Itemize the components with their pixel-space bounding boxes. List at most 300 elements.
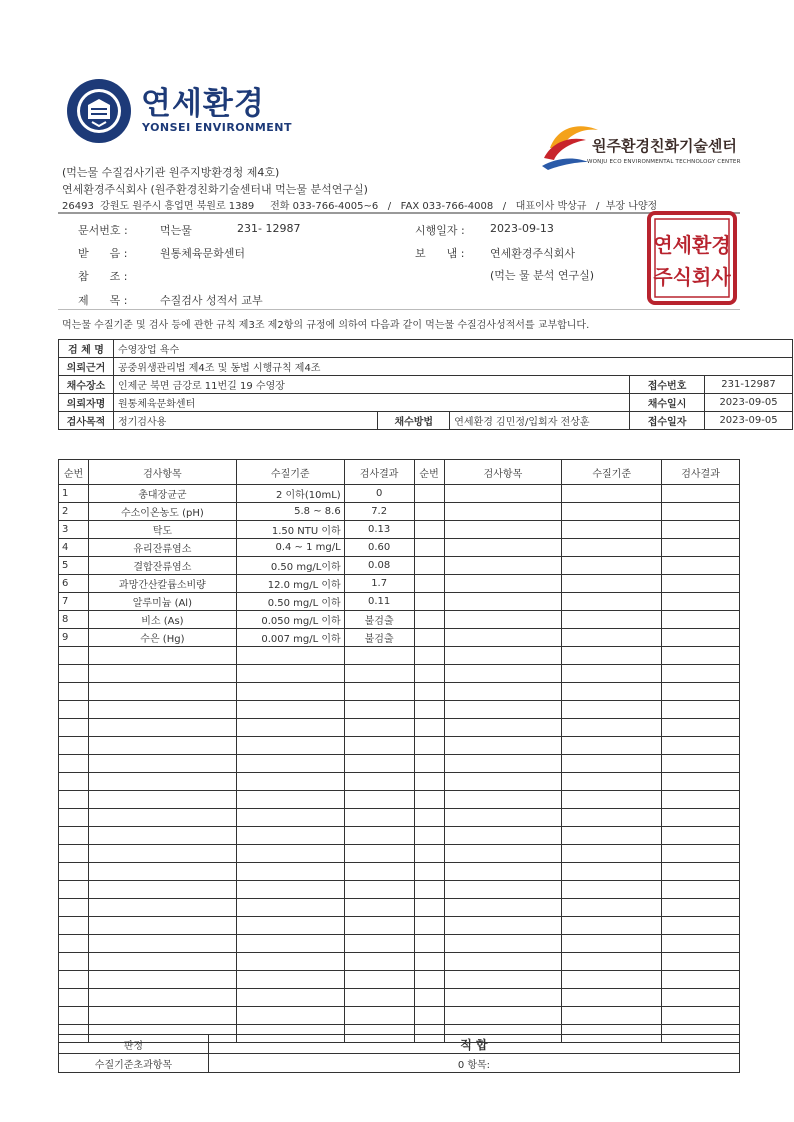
empty-cell (414, 503, 444, 521)
result-cell-res: 0 (344, 485, 414, 503)
empty-cell (444, 1007, 562, 1025)
table-row (59, 881, 740, 899)
empty-cell (414, 971, 444, 989)
empty-cell (444, 629, 562, 647)
empty-cell (662, 611, 740, 629)
empty-cell (236, 755, 344, 773)
results-header-cell: 순번 (59, 460, 89, 485)
empty-cell (236, 1007, 344, 1025)
empty-cell (562, 611, 662, 629)
empty-cell (344, 647, 414, 665)
empty-cell (59, 683, 89, 701)
empty-cell (88, 863, 236, 881)
result-cell-item: 탁도 (88, 521, 236, 539)
empty-cell (444, 647, 562, 665)
purpose-value: 정기검사용 (113, 412, 377, 430)
table-row (59, 503, 740, 521)
table-row (59, 827, 740, 845)
info-row (59, 376, 793, 394)
table-row (59, 809, 740, 827)
empty-cell (662, 647, 740, 665)
results-header-cell: 검사항목 (444, 460, 562, 485)
empty-cell (662, 809, 740, 827)
result-cell-item: 과망간산칼륨소비량 (88, 575, 236, 593)
empty-cell (444, 809, 562, 827)
result-cell-std: 5.8 ~ 8.6 (236, 503, 344, 521)
empty-cell (59, 845, 89, 863)
exceed-value: 0 항목: (208, 1054, 739, 1073)
empty-cell (662, 575, 740, 593)
empty-cell (88, 809, 236, 827)
empty-cell (344, 1007, 414, 1025)
empty-cell (562, 485, 662, 503)
empty-cell (236, 863, 344, 881)
empty-cell (88, 737, 236, 755)
purpose-label: 검사목적 (59, 412, 114, 430)
info-row (59, 358, 793, 376)
result-cell-no: 9 (59, 629, 89, 647)
empty-cell (414, 899, 444, 917)
result-cell-no: 2 (59, 503, 89, 521)
empty-cell (344, 665, 414, 683)
site-label: 채수장소 (59, 376, 114, 394)
empty-cell (662, 899, 740, 917)
result-cell-res: 1.7 (344, 575, 414, 593)
empty-cell (662, 989, 740, 1007)
table-row (59, 485, 740, 503)
empty-cell (662, 737, 740, 755)
table-row (59, 539, 740, 557)
empty-cell (344, 863, 414, 881)
empty-cell (662, 719, 740, 737)
empty-cell (414, 539, 444, 557)
table-row (59, 899, 740, 917)
basis-label: 의뢰근거 (59, 358, 114, 376)
site-value: 인제군 북면 금강로 11번길 19 수영장 (113, 376, 629, 394)
result-cell-no: 6 (59, 575, 89, 593)
empty-cell (344, 827, 414, 845)
brand-name-en: YONSEI ENVIRONMENT (142, 121, 293, 134)
result-cell-std: 0.050 mg/L 이하 (236, 611, 344, 629)
empty-cell (562, 971, 662, 989)
yonsei-seal-logo (66, 78, 132, 144)
result-cell-res: 0.08 (344, 557, 414, 575)
empty-cell (414, 647, 444, 665)
empty-cell (444, 773, 562, 791)
result-cell-std: 12.0 mg/L 이하 (236, 575, 344, 593)
empty-cell (414, 719, 444, 737)
empty-cell (562, 1007, 662, 1025)
result-cell-no: 5 (59, 557, 89, 575)
empty-cell (662, 935, 740, 953)
empty-cell (236, 953, 344, 971)
exceed-label: 수질기준초과항목 (59, 1054, 209, 1073)
empty-cell (88, 719, 236, 737)
table-row (59, 629, 740, 647)
table-row (59, 737, 740, 755)
empty-cell (562, 881, 662, 899)
empty-cell (88, 773, 236, 791)
meta-divider (58, 309, 740, 310)
method-value: 연세환경 김민정/입회자 전상훈 (450, 412, 630, 430)
empty-cell (562, 935, 662, 953)
verdict-row (59, 1035, 740, 1054)
empty-cell (344, 809, 414, 827)
results-header-cell: 수질기준 (236, 460, 344, 485)
empty-cell (236, 989, 344, 1007)
empty-cell (562, 755, 662, 773)
results-header-cell: 수질기준 (562, 460, 662, 485)
empty-cell (88, 665, 236, 683)
method-label: 채수방법 (378, 412, 450, 430)
empty-cell (444, 827, 562, 845)
result-cell-res: 0.13 (344, 521, 414, 539)
empty-cell (414, 485, 444, 503)
empty-cell (662, 593, 740, 611)
empty-cell (236, 881, 344, 899)
empty-cell (662, 557, 740, 575)
empty-cell (88, 791, 236, 809)
empty-cell (414, 773, 444, 791)
table-row (59, 1007, 740, 1025)
empty-cell (344, 845, 414, 863)
receipt-date-value: 2023-09-05 (705, 412, 793, 430)
empty-cell (444, 971, 562, 989)
verdict-label: 판정 (59, 1035, 209, 1054)
result-cell-no: 1 (59, 485, 89, 503)
empty-cell (344, 917, 414, 935)
results-header-cell: 검사결과 (662, 460, 740, 485)
empty-cell (88, 827, 236, 845)
results-header-cell: 검사항목 (88, 460, 236, 485)
table-row (59, 917, 740, 935)
empty-cell (662, 953, 740, 971)
result-cell-item: 수은 (Hg) (88, 629, 236, 647)
table-row (59, 953, 740, 971)
empty-cell (662, 485, 740, 503)
empty-cell (444, 665, 562, 683)
empty-cell (344, 791, 414, 809)
empty-cell (344, 935, 414, 953)
empty-cell (444, 701, 562, 719)
empty-cell (236, 683, 344, 701)
issue-date-value: 2023-09-13 (490, 222, 554, 235)
empty-cell (88, 935, 236, 953)
empty-cell (444, 845, 562, 863)
empty-cell (444, 719, 562, 737)
result-cell-item: 비소 (As) (88, 611, 236, 629)
empty-cell (444, 521, 562, 539)
empty-cell (414, 575, 444, 593)
table-row (59, 989, 740, 1007)
empty-cell (59, 953, 89, 971)
empty-cell (88, 881, 236, 899)
specimen-value: 수영장업 욕수 (113, 340, 792, 358)
empty-cell (59, 989, 89, 1007)
header-divider (58, 212, 740, 214)
empty-cell (444, 575, 562, 593)
empty-cell (344, 989, 414, 1007)
result-cell-res: 0.60 (344, 539, 414, 557)
empty-cell (59, 665, 89, 683)
empty-cell (662, 863, 740, 881)
empty-cell (444, 593, 562, 611)
empty-cell (662, 845, 740, 863)
empty-cell (662, 539, 740, 557)
empty-cell (344, 773, 414, 791)
empty-cell (414, 683, 444, 701)
company-stamp (646, 210, 738, 306)
empty-cell (444, 881, 562, 899)
empty-cell (414, 629, 444, 647)
table-row (59, 683, 740, 701)
table-row (59, 971, 740, 989)
empty-cell (562, 917, 662, 935)
result-cell-std: 0.50 mg/L이하 (236, 557, 344, 575)
empty-cell (88, 701, 236, 719)
empty-cell (414, 827, 444, 845)
empty-cell (662, 503, 740, 521)
empty-cell (562, 557, 662, 575)
table-row (59, 719, 740, 737)
empty-cell (236, 935, 344, 953)
empty-cell (88, 971, 236, 989)
empty-cell (344, 881, 414, 899)
empty-cell (59, 1007, 89, 1025)
result-cell-no: 8 (59, 611, 89, 629)
empty-cell (662, 755, 740, 773)
table-row (59, 773, 740, 791)
result-cell-std: 0.007 mg/L 이하 (236, 629, 344, 647)
empty-cell (562, 683, 662, 701)
results-header-cell: 검사결과 (344, 460, 414, 485)
empty-cell (562, 791, 662, 809)
empty-cell (344, 683, 414, 701)
empty-cell (414, 917, 444, 935)
empty-cell (662, 773, 740, 791)
empty-cell (662, 665, 740, 683)
table-row (59, 665, 740, 683)
client-value: 원통체육문화센터 (113, 394, 629, 412)
empty-cell (236, 809, 344, 827)
empty-cell (59, 647, 89, 665)
empty-cell (562, 953, 662, 971)
empty-cell (88, 989, 236, 1007)
empty-cell (236, 665, 344, 683)
doc-no-number: 231- 12987 (237, 222, 301, 235)
agency-designation: (먹는물 수질검사기관 원주지방환경청 제4호) (62, 166, 280, 179)
empty-cell (562, 863, 662, 881)
empty-cell (414, 845, 444, 863)
empty-cell (662, 917, 740, 935)
empty-cell (236, 917, 344, 935)
doc-no-value: 먹는물 (160, 224, 192, 237)
empty-cell (414, 665, 444, 683)
empty-cell (236, 827, 344, 845)
empty-cell (414, 611, 444, 629)
info-row (59, 340, 793, 358)
result-cell-item: 유리잔류염소 (88, 539, 236, 557)
empty-cell (344, 737, 414, 755)
empty-cell (236, 647, 344, 665)
issue-date-label: 시행일자 : (415, 224, 465, 237)
empty-cell (414, 863, 444, 881)
empty-cell (414, 1007, 444, 1025)
sender-sub: (먹는 물 분석 연구실) (490, 269, 595, 282)
empty-cell (59, 917, 89, 935)
empty-cell (414, 557, 444, 575)
empty-cell (344, 953, 414, 971)
empty-cell (236, 899, 344, 917)
result-cell-res: 불검출 (344, 629, 414, 647)
empty-cell (444, 863, 562, 881)
empty-cell (414, 989, 444, 1007)
sender-label: 보 냄 : (415, 247, 465, 260)
empty-cell (662, 1007, 740, 1025)
subject-value: 수질검사 성적서 교부 (160, 294, 263, 307)
result-cell-item: 알루미늄 (Al) (88, 593, 236, 611)
table-row (59, 845, 740, 863)
table-row (59, 755, 740, 773)
receipt-date-label: 접수일자 (630, 412, 705, 430)
result-cell-no: 3 (59, 521, 89, 539)
empty-cell (414, 701, 444, 719)
result-cell-std: 0.50 mg/L 이하 (236, 593, 344, 611)
results-header-row (59, 460, 740, 485)
empty-cell (662, 971, 740, 989)
svg-text:주식회사: 주식회사 (653, 265, 731, 289)
basis-value: 공중위생관리법 제4조 및 동법 시행규칙 제4조 (113, 358, 792, 376)
empty-cell (414, 881, 444, 899)
empty-cell (444, 611, 562, 629)
empty-cell (444, 485, 562, 503)
empty-cell (444, 737, 562, 755)
center-name: 원주환경친화기술센터 (592, 137, 737, 155)
empty-cell (344, 701, 414, 719)
empty-cell (88, 953, 236, 971)
empty-cell (414, 953, 444, 971)
empty-cell (236, 719, 344, 737)
sample-date-value: 2023-09-05 (705, 394, 793, 412)
empty-cell (562, 773, 662, 791)
empty-cell (662, 827, 740, 845)
empty-cell (562, 503, 662, 521)
empty-cell (414, 791, 444, 809)
result-cell-res: 7.2 (344, 503, 414, 521)
empty-cell (444, 917, 562, 935)
ref-label: 참 조 : (78, 270, 128, 283)
empty-cell (562, 539, 662, 557)
empty-cell (414, 755, 444, 773)
empty-cell (59, 701, 89, 719)
empty-cell (236, 737, 344, 755)
receiver-value: 원통체육문화센터 (160, 247, 246, 260)
empty-cell (59, 719, 89, 737)
empty-cell (59, 863, 89, 881)
empty-cell (88, 917, 236, 935)
empty-cell (59, 971, 89, 989)
result-cell-res: 불검출 (344, 611, 414, 629)
empty-cell (444, 539, 562, 557)
result-cell-res: 0.11 (344, 593, 414, 611)
empty-cell (236, 845, 344, 863)
empty-cell (662, 683, 740, 701)
empty-cell (562, 899, 662, 917)
empty-cell (414, 935, 444, 953)
results-table (58, 459, 740, 1043)
empty-cell (414, 593, 444, 611)
empty-cell (562, 593, 662, 611)
empty-cell (562, 629, 662, 647)
empty-cell (88, 1007, 236, 1025)
empty-cell (662, 881, 740, 899)
empty-cell (88, 683, 236, 701)
empty-cell (444, 683, 562, 701)
empty-cell (88, 845, 236, 863)
doc-no-label: 문서번호 : (78, 224, 128, 237)
empty-cell (88, 647, 236, 665)
empty-cell (59, 773, 89, 791)
empty-cell (414, 521, 444, 539)
empty-cell (562, 989, 662, 1007)
empty-cell (444, 791, 562, 809)
result-cell-no: 7 (59, 593, 89, 611)
sample-info-table (58, 339, 793, 430)
company-line: 연세환경주식회사 (원주환경친화기술센터내 먹는물 분석연구실) (62, 183, 368, 196)
sample-date-label: 채수일시 (630, 394, 705, 412)
empty-cell (236, 773, 344, 791)
empty-cell (59, 899, 89, 917)
table-row (59, 557, 740, 575)
result-cell-item: 수소이온농도 (pH) (88, 503, 236, 521)
exceed-row (59, 1054, 740, 1073)
info-row (59, 412, 793, 430)
result-cell-item: 결합잔류염소 (88, 557, 236, 575)
empty-cell (59, 755, 89, 773)
table-row (59, 575, 740, 593)
empty-cell (444, 503, 562, 521)
empty-cell (562, 665, 662, 683)
empty-cell (662, 629, 740, 647)
info-row (59, 394, 793, 412)
empty-cell (562, 827, 662, 845)
verdict-table (58, 1034, 740, 1073)
address-line: 26493 강원도 원주시 흥업면 북원로 1389 전화 033-766-4005~6 / FAX 033-766-4008 / 대표이사 박상규 / 부장 나양정 (62, 201, 658, 212)
empty-cell (562, 809, 662, 827)
receiver-label: 받 음 : (78, 247, 128, 260)
empty-cell (88, 899, 236, 917)
svg-text:연세환경: 연세환경 (653, 233, 731, 257)
empty-cell (562, 719, 662, 737)
empty-cell (414, 737, 444, 755)
client-label: 의뢰자명 (59, 394, 114, 412)
empty-cell (59, 827, 89, 845)
empty-cell (562, 521, 662, 539)
empty-cell (59, 809, 89, 827)
empty-cell (59, 881, 89, 899)
empty-cell (444, 755, 562, 773)
result-cell-std: 1.50 NTU 이하 (236, 521, 344, 539)
result-cell-no: 4 (59, 539, 89, 557)
empty-cell (562, 845, 662, 863)
empty-cell (662, 791, 740, 809)
empty-cell (344, 971, 414, 989)
table-row (59, 521, 740, 539)
verdict-value: 적 합 (208, 1035, 739, 1054)
empty-cell (344, 755, 414, 773)
empty-cell (562, 575, 662, 593)
empty-cell (344, 899, 414, 917)
